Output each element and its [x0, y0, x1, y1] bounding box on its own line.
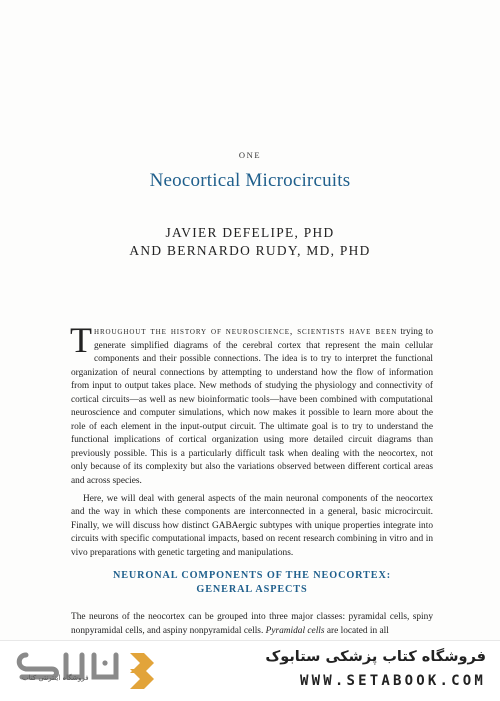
setabook-logo-icon[interactable] — [12, 649, 157, 693]
chapter-number: ONE — [238, 150, 262, 160]
author-line-1: JAVIER DEFELIPE, PHD — [165, 225, 335, 240]
section-heading — [71, 569, 433, 597]
body-paragraph-1 — [70, 320, 433, 489]
store-name: فروشگاه کتاب پزشکی ستابوک — [265, 649, 486, 665]
section-text-end: are located in all — [324, 625, 389, 636]
section-body — [71, 611, 433, 638]
chapter-body — [70, 320, 433, 560]
store-url-link[interactable]: WWW.SETABOOK.COM — [299, 673, 486, 689]
body-paragraph-2: Here, we will deal with general aspects of the main neuronal components of the neocortex and the way in which these components are interconnected in a general, basic microcircuit. Finally, we will discuss how distinct GABAergic subtypes with unique properties integrate into circuits with specific computational impacts, based on recent research combining in vitro and in vivo preparations with genetic targeting and manipulations. — [71, 493, 433, 558]
author-block — [0, 224, 500, 260]
author-line-2: AND BERNARDO RUDY, MD, PHD — [129, 243, 371, 258]
section-heading-line-2: GENERAL ASPECTS — [196, 584, 308, 595]
chapter-title: Neocortical Microcircuits — [149, 170, 351, 191]
paragraph-text: trying to generate simplified diagrams of the cerebral cortex that represent the main cellular components and their possible connections. The idea is to try to interpret the functional organization of neural connections by attempting to understand how the flow of information from input to output takes place. New methods of studying the physiology and connectivity of cortical circuits—as well as new bioinformatic tools—have been combined with computational neuroscience and computer simulations, which now makes it possible to learn more about the role of each element in the input-output circuit. The ultimate goal is to try to understand the functional implications of cortical organization using more detailed circuit diagrams than previously possible. This is a particularly difficult task when dealing with the neocortex, not only because of its complexity but also the variations observed between different cortical areas and across species. — [71, 327, 433, 487]
logo-caption: فروشگاه اینترنتی کتاب — [22, 674, 89, 682]
section-text-italic: Pyramidal cells — [265, 625, 325, 636]
section-heading-line-1: NEURONAL COMPONENTS OF THE NEOCORTEX: — [112, 570, 392, 581]
drop-cap: T — [70, 320, 92, 360]
store-banner[interactable] — [0, 640, 500, 701]
paragraph-lead-in: hroughout the history of neuroscience, scientists have been — [94, 326, 398, 337]
section-text-start: The neurons of the neocortex can be grouped into three major classes: pyramidal cells, spiny nonpyramidal cells, and aspiny nonpyramidal cells. — [71, 612, 433, 636]
